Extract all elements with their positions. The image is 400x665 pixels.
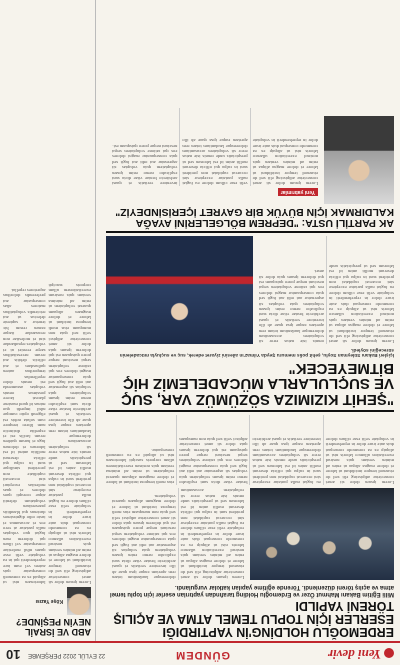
bottom-story-text: Lorem ipsum dolor sit amet consectetur adipiscing elit sed do eiusmod tempor incididunt ut labore et dolore magna aliqua ut enim ad minim veniam quis nostrud exercitation ullamco laboris nisi ut aliquip ex ea commodo consequat duis aute irure dolor in reprehenderit in voluptate velit esse cillum dolore eu fugiat nulla pariatur excepteur sint occaecat cupidatat non proident sunt in culpa qui officia deserunt mollit anim id est laborum sed ut perspiciatis unde omnis iste natus error sit voluptatem accusantium doloremque laudantium totam rem aperiam eaque ipsa quae ab illo inventore veritatis et quasi architecto beatae vitae dicta sunt explicabo nemo enim ipsam voluptatem quia voluptas sit aspernatur aut odit aut fugit sed quia consequuntur magni dolores eos qui ratione voluptatem sequi nesciunt neque porro quisquam est.	[112, 138, 318, 187]
top-story-continued-text: Lorem ipsum dolor sit amet consectetur adipiscing elit sed do eiusmod tempor incididunt ut labore et dolore magna aliqua ut enim ad minim veniam quis nostrud exercitation ullamco laboris nisi ut aliquip ex ea commodo consequat duis aute irure dolor in reprehenderit in voluptate velit esse cillum dolore eu fugiat nulla pariatur excepteur sint occaecat cupidatat non proident sunt in culpa qui officia deserunt mollit anim id est laborum sed ut perspiciatis unde omnis iste natus error sit voluptatem accusantium doloremque laudantium totam rem aperiam eaque ipsa quae ab illo inventore veritatis et quasi architecto beatae vitae dicta sunt explicabo nemo enim ipsam voluptatem quia voluptas sit aspernatur aut odit aut fugit sed quia consequuntur magni dolores eos qui ratione voluptatem sequi nesciunt neque porro quisquam est qui dolorem ipsum quia dolor sit amet consectetur adipisci velit sed quia non numquam eius modi tempora incidunt ut labore et dolore magnam aliquam quaerat voluptatem ut enim ad minima veniam quis nostrum exercitationem ullam corporis suscipit laboriosam nisi ut aliquid ex ea commodi consequatur.	[106, 436, 394, 485]
top-story-body	[106, 488, 394, 580]
opinion-text: Lorem ipsum dolor sit amet consectetur adipiscing elit sed do eiusmod tempor incididunt ut labore et dolore magna aliqua ut enim ad minim veniam quis nostrud exercitation ullamco laboris nisi ut aliquip ex ea commodo consequat duis aute irure dolor in reprehenderit in voluptate velit esse cillum dolore eu fugiat nulla pariatur excepteur sint occaecat cupidatat non proident sunt in culpa qui officia deserunt mollit anim id est laborum sed ut perspiciatis unde omnis iste natus error sit voluptatem accusantium doloremque laudantium totam rem aperiam eaque ipsa quae ab illo inventore veritatis et quasi architecto beatae vitae dicta sunt explicabo nemo enim ipsam voluptatem quia voluptas sit aspernatur aut odit aut fugit sed quia consequuntur magni dolores eos qui ratione voluptatem sequi nesciunt neque porro quisquam est qui dolorem ipsum quia dolor sit amet consectetur adipisci velit sed quia non numquam eius modi tempora incidunt ut labore et dolore magnam aliquam quaerat voluptatem ut enim ad minima veniam quis nostrum exercitationem ullam corporis suscipit laboriosam nisi ut aliquid ex ea commodi consequatur quis autem vel eum iure reprehenderit qui in ea voluptate velit esse quam nihil molestiae consequatur vel illum qui dolorem eum fugiat quo voluptas nulla pariatur at vero eos et accusamus et iusto odio dignissimos ducimus qui blanditiis praesentium voluptatum deleniti atque corrupti quos dolores et quas molestias excepturi sint occaecati cupiditate non provident similique sunt in culpa qui officia deserunt mollitia animi id est laborum et dolorum fuga et harum quidem rerum facilis est et expedita distinctio nam libero tempore cum soluta nobis est eligendi optio cumque nihil impedit quo minus id quod maxime placeat facere possimus omnis voluptas assumenda est omnis dolor repellendus temporibus autem quibusdam et aut officiis debitis aut rerum necessitatibus saepe eveniet ut et voluptates repudiandae sint et molestiae non recusandae itaque earum rerum hic tenetur a sapiente delectus ut aut reiciendis voluptatibus maiores alias consequatur aut perferendis doloribus asperiores repellat.	[3, 282, 91, 585]
bottom-story-text-wrap	[106, 109, 324, 205]
subhead-tag: Yeni yatırımlar	[278, 189, 318, 197]
section-title: GÜNDEM	[175, 649, 230, 661]
middle-story-text: Lorem ipsum dolor sit amet consectetur adipiscing elit sed do eiusmod tempor incididunt ut labore et dolore magna aliqua ut enim ad minim veniam quis nostrud exercitation ullamco laboris nisi ut aliquip ex ea commodo consequat duis aute irure dolor in reprehenderit in voluptate velit esse cillum dolore eu fugiat nulla pariatur excepteur sint occaecat cupidatat non proident sunt in culpa qui officia deserunt mollit anim id est laborum sed ut perspiciatis unde omnis iste natus error sit voluptatem accusantium doloremque laudantium totam rem aperiam eaque ipsa quae ab illo inventore veritatis et quasi architecto beatae vitae dicta sunt explicabo nemo enim ipsam voluptatem quia voluptas sit aspernatur aut odit aut fugit sed quia consequuntur magni dolores eos qui ratione voluptatem sequi nesciunt neque porro quisquam est qui dolorem ipsum quia dolor sit amet.	[258, 263, 394, 345]
main-stories-column	[100, 0, 400, 641]
middle-story-headline: "ŞEHİT KIZIMIZA SÖZÜMÜZ VAR, SUÇ VE SUÇLULARLA MÜCADELEMİZ HİÇ BİTMEYECEK"	[121, 360, 394, 408]
logo-mark-icon	[384, 648, 394, 658]
story-divider-2	[106, 232, 394, 234]
opinion-headline: ABD VE İSRAİL NEYİN PEŞİNDE?	[15, 617, 91, 637]
logo-text: Yeni devir	[327, 647, 381, 662]
bottom-story-body	[106, 109, 394, 205]
newspaper-logo	[328, 646, 394, 662]
minister-photo	[106, 237, 253, 345]
top-story-deck: Milli Eğitim Bakanı Mahmut Özer ve Erdemoğlu Holding tarafından yaptırılan eserler için toplu temel atma ve açılış töreni düzenlendi. Törende eğitime yapılan katkılar vurgulandı.	[109, 584, 394, 597]
ceremony-photo	[250, 488, 394, 580]
columnist-label: Köşe Yazısı	[35, 598, 63, 604]
middle-story-caption: İçişleri Bakanı Süleyman Soylu, şehit polis memuru Şeyda Yılmaz'ın ailesini ziyaret ederek, suç ve suçluyla mücadelenin süreceğini söyledi.	[119, 347, 394, 358]
page-number: 10	[6, 647, 21, 662]
middle-story-body	[106, 237, 394, 345]
columnist-block	[3, 587, 91, 615]
masthead	[0, 641, 400, 665]
columnist-photo	[67, 587, 91, 615]
bottom-story-headline: AK PARTİLİ USTA: "DEPREM BÖLGELERİNİ AYAĞA KALDIRMAK İÇİN BÜYÜK BİR GAYRET İÇERİSİNDEYİZ"	[115, 206, 394, 230]
top-story-text: Lorem ipsum dolor sit amet consectetur adipiscing elit sed do eiusmod tempor incididunt ut labore et dolore magna aliqua ut enim ad minim veniam quis nostrud exercitation ullamco laboris nisi ut aliquip ex ea commodo consequat duis aute irure dolor in reprehenderit in voluptate velit esse cillum dolore eu fugiat nulla pariatur excepteur sint occaecat cupidatat non proident sunt in culpa qui officia deserunt mollit anim id est laborum sed ut perspiciatis unde omnis iste natus error sit voluptatem accusantium doloremque laudantium totam rem aperiam eaque ipsa quae ab illo inventore veritatis et quasi architecto beatae vitae dicta sunt explicabo nemo enim ipsam voluptatem quia voluptas sit aspernatur aut odit aut fugit sed quia consequuntur magni dolores eos qui ratione voluptatem sequi nesciunt neque porro quisquam est qui dolorem ipsum quia dolor sit amet consectetur adipisci velit sed quia non numquam eius modi tempora incidunt ut labore et dolore magnam aliquam quaerat voluptatem.	[112, 488, 245, 580]
opinion-column	[0, 0, 96, 641]
politician-photo	[324, 117, 394, 205]
issue-date: 22 EYLÜL 2022 PERŞEMBE	[28, 652, 106, 658]
top-story-headline: ERDEMOĞLU HOLDİNG'İN YAPTIRDIĞI ESERLER İÇİN TOPLU TEMEL ATMA VE AÇILIŞ TÖRENİ YAPILDI	[113, 599, 394, 639]
story-divider	[106, 410, 394, 412]
